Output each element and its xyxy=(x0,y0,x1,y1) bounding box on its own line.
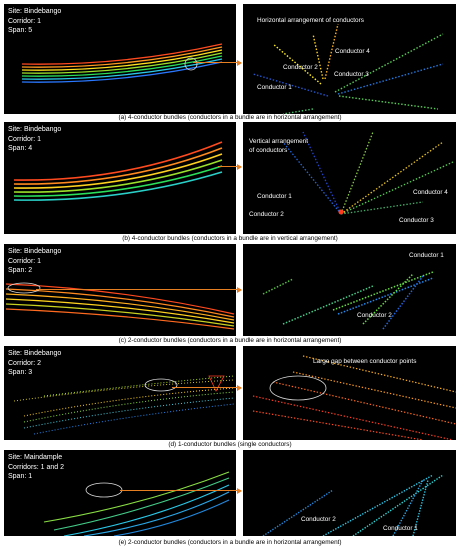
label-b-conductor-1: Conductor 1 xyxy=(257,193,292,200)
label-e-conductor-2: Conductor 2 xyxy=(301,516,336,523)
caption-e: (e) 2-conductor bundles (conductors in a bundle are in horizontal arrangement) xyxy=(118,539,342,546)
label-e-conductor-1: Conductor 1 xyxy=(383,525,418,532)
site-info-c: Site: Bindebango Corridor: 1 Span: 2 xyxy=(8,248,62,274)
panel-e-right xyxy=(243,450,456,536)
panel-a-left xyxy=(4,4,236,114)
panel-b-right xyxy=(243,122,456,234)
label-large-gap: Large gap between conductor points xyxy=(313,358,417,365)
panel-d-left xyxy=(4,346,236,440)
arrow-a xyxy=(193,62,241,63)
caption-c: (c) 2-conductor bundles (conductors in a bundle are in horizontal arrangement) xyxy=(118,337,342,344)
label-b-conductor-4: Conductor 4 xyxy=(413,189,448,196)
site-info-d: Site: Bindebango Corridor: 2 Span: 3 xyxy=(8,350,62,376)
label-conductor-3: Conductor 3 xyxy=(334,71,369,78)
arrow-d xyxy=(172,387,241,388)
panel-b-left xyxy=(4,122,236,234)
label-horizontal-arrangement: Horizontal arrangement of conductors xyxy=(257,17,364,24)
site-info-a: Site: Bindebango Corridor: 1 Span: 5 xyxy=(8,8,62,34)
panel-d-right xyxy=(243,346,456,440)
label-conductor-2: Conductor 2 xyxy=(283,64,318,71)
label-b-conductor-2: Conductor 2 xyxy=(249,211,284,218)
site-info-e: Site: Maindample Corridors: 1 and 2 Span: 1 xyxy=(8,454,65,480)
label-c-conductor-1: Conductor 1 xyxy=(409,252,444,259)
arrow-b xyxy=(218,166,241,167)
label-conductor-1: Conductor 1 xyxy=(257,84,292,91)
label-conductor-4: Conductor 4 xyxy=(335,48,370,55)
label-c-conductor-2: Conductor 2 xyxy=(357,312,392,319)
label-vertical-arrangement: Vertical arrangement of conductors xyxy=(249,138,308,154)
caption-d: (d) 1-conductor bundles (single conductors) xyxy=(168,441,292,448)
label-b-conductor-3: Conductor 3 xyxy=(399,217,434,224)
arrow-c xyxy=(36,289,241,290)
panel-c-right xyxy=(243,244,456,336)
caption-a: (a) 4-conductor bundles (conductors in a bundle are in horizontal arrangement) xyxy=(118,114,342,121)
panel-e-left xyxy=(4,450,236,536)
panel-a-right xyxy=(243,4,456,114)
site-info-b: Site: Bindebango Corridor: 1 Span: 4 xyxy=(8,126,62,152)
panel-c-left xyxy=(4,244,236,336)
point-cloud-e-right xyxy=(243,450,456,536)
caption-b: (b) 4-conductor bundles (conductors in a bundle are in vertical arrangement) xyxy=(122,235,338,242)
arrow-e xyxy=(120,490,241,491)
